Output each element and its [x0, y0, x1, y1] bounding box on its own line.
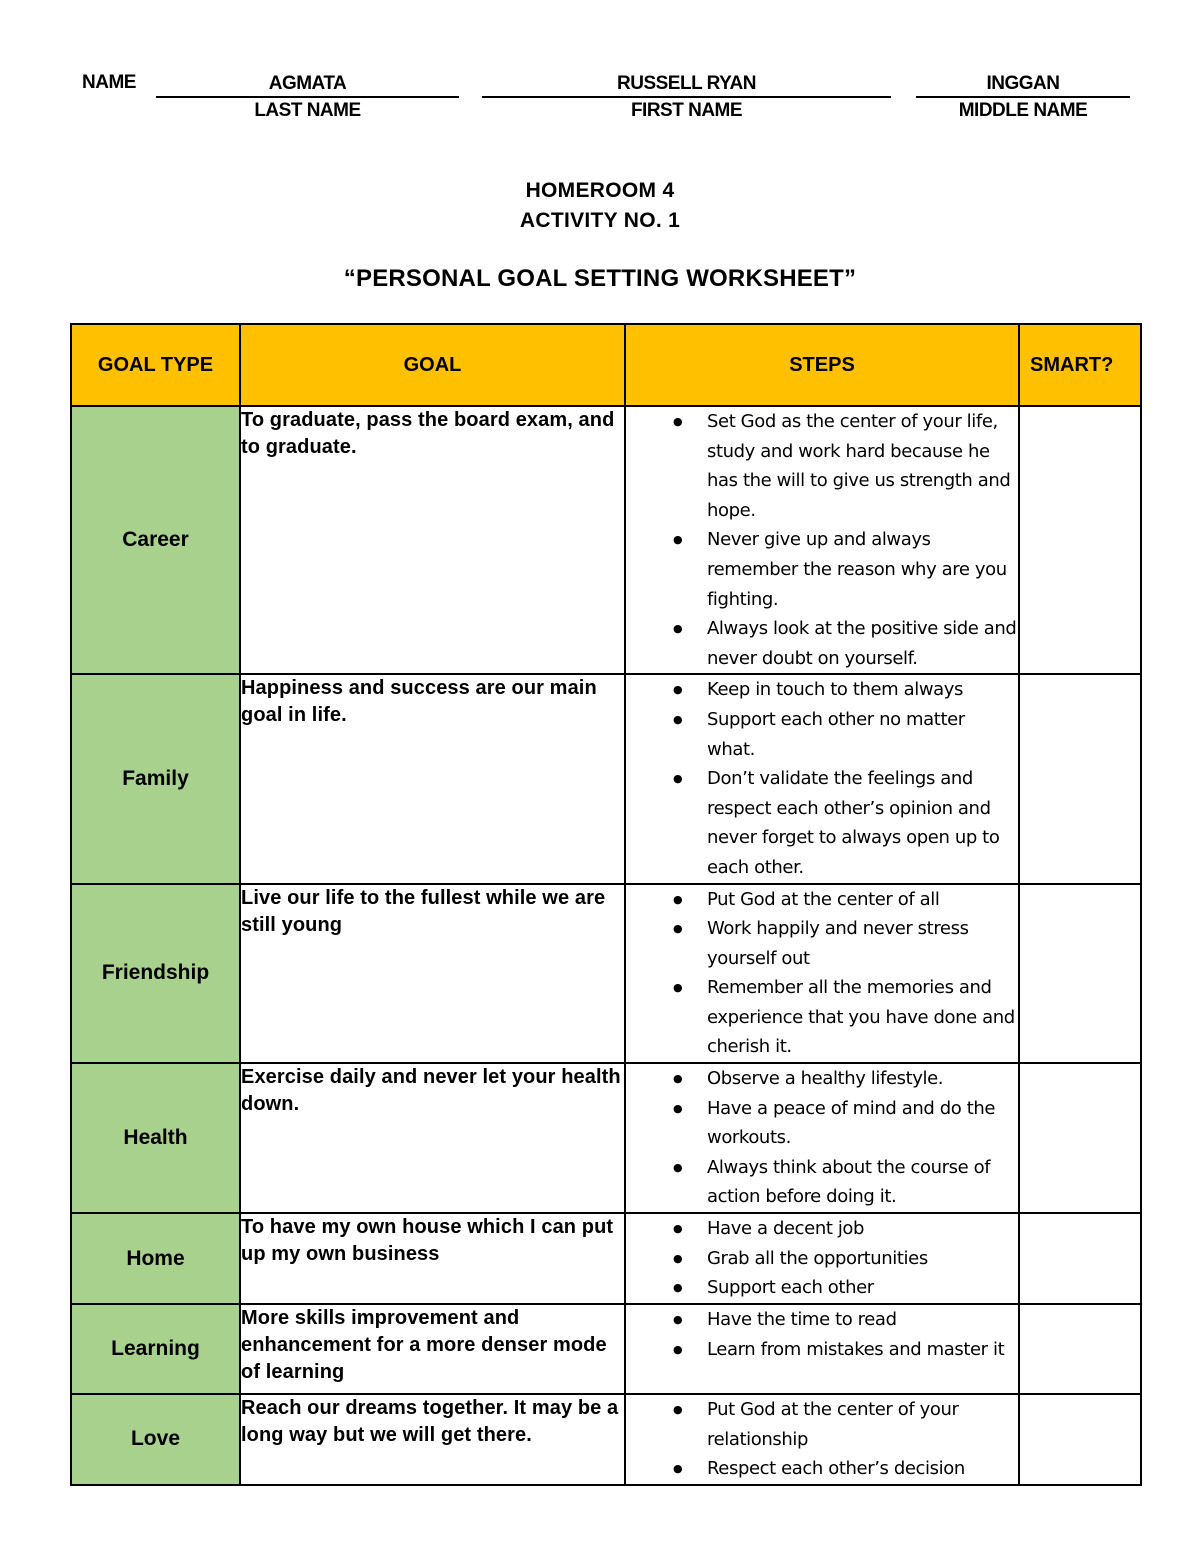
middle-name-field	[916, 72, 1130, 123]
steps-cell	[625, 1394, 1019, 1485]
headings	[0, 176, 1200, 294]
goal-type-cell: Learning	[71, 1304, 240, 1394]
goal-type-cell: Career	[71, 406, 240, 674]
step-item: ● Work happily and never stress yourself out	[626, 914, 1018, 973]
activity-title: ACTIVITY NO. 1	[519, 209, 681, 232]
table-row	[71, 1304, 1141, 1394]
step-item: ● Remember all the memories and experience that you have done and cherish it.	[626, 973, 1018, 1062]
table-row	[71, 1394, 1141, 1485]
step-item: ● Set God as the center of your life, study and work hard because he has the will to give us strength and hope.	[626, 407, 1018, 525]
step-item: ● Support each other	[626, 1273, 1018, 1303]
steps-cell	[625, 406, 1019, 674]
goal-cell: To have my own house which I can put up my own business	[240, 1213, 625, 1304]
smart-cell	[1019, 1394, 1141, 1485]
step-item: ● Grab all the opportunities	[626, 1244, 1018, 1274]
goal-cell: Happiness and success are our main goal in life.	[240, 674, 625, 883]
steps-cell	[625, 1304, 1019, 1394]
table-row	[71, 884, 1141, 1064]
step-item: ● Don’t validate the feelings and respect each other’s opinion and never forget to always open up to each other.	[626, 764, 1018, 882]
goal-type-cell: Family	[71, 674, 240, 883]
step-item: ● Have a decent job	[626, 1214, 1018, 1244]
goal-cell: Live our life to the fullest while we are still young	[240, 884, 625, 1064]
first-name-field	[482, 72, 891, 123]
name-row	[0, 72, 1200, 132]
first-name-value: RUSSELL RYAN	[482, 72, 891, 98]
goal-type-cell: Friendship	[71, 884, 240, 1064]
table-row	[71, 406, 1141, 674]
step-list	[626, 1395, 1018, 1484]
goal-cell: Reach our dreams together. It may be a long way but we will get there.	[240, 1394, 625, 1485]
last-name-field	[156, 72, 459, 123]
step-item: ● Always think about the course of action before doing it.	[626, 1153, 1018, 1212]
table-header-row	[71, 324, 1141, 406]
smart-cell	[1019, 1304, 1141, 1394]
goal-cell: To graduate, pass the board exam, and to graduate.	[240, 406, 625, 674]
step-item: ● Respect each other’s decision	[626, 1454, 1018, 1484]
smart-cell	[1019, 1063, 1141, 1213]
step-item: ● Never give up and always remember the reason why are you fighting.	[626, 525, 1018, 614]
goal-type-cell: Home	[71, 1213, 240, 1304]
column-header-steps: STEPS	[625, 324, 1019, 406]
smart-cell	[1019, 406, 1141, 674]
steps-cell	[625, 884, 1019, 1064]
steps-cell	[625, 674, 1019, 883]
goal-type-cell: Health	[71, 1063, 240, 1213]
steps-cell	[625, 1063, 1019, 1213]
goal-cell: Exercise daily and never let your health down.	[240, 1063, 625, 1213]
worksheet-title: “PERSONAL GOAL SETTING WORKSHEET”	[343, 265, 857, 292]
homeroom-title: HOMEROOM 4	[525, 179, 675, 202]
step-item: ● Support each other no matter what.	[626, 705, 1018, 764]
last-name-caption: LAST NAME	[254, 100, 361, 121]
steps-cell	[625, 1213, 1019, 1304]
column-header-goal: GOAL	[240, 324, 625, 406]
last-name-value: AGMATA	[156, 72, 459, 98]
step-list	[626, 675, 1018, 882]
table-row	[71, 674, 1141, 883]
step-list	[626, 885, 1018, 1063]
smart-cell	[1019, 884, 1141, 1064]
name-label: NAME	[82, 72, 136, 93]
first-name-caption: FIRST NAME	[630, 100, 743, 121]
step-item: ● Have a peace of mind and do the workouts.	[626, 1094, 1018, 1153]
middle-name-value: INGGAN	[916, 72, 1130, 98]
table-row	[71, 1213, 1141, 1304]
table-row	[71, 1063, 1141, 1213]
step-list	[626, 1064, 1018, 1212]
step-list	[626, 1214, 1018, 1303]
step-item: ● Put God at the center of your relationship	[626, 1395, 1018, 1454]
smart-cell	[1019, 1213, 1141, 1304]
step-list	[626, 407, 1018, 673]
column-header-smart: SMART?	[1019, 324, 1141, 406]
step-item: ● Have the time to read	[626, 1305, 1018, 1335]
step-item: ● Put God at the center of all	[626, 885, 1018, 915]
step-list	[626, 1305, 1018, 1364]
middle-name-caption: MIDDLE NAME	[958, 100, 1088, 121]
step-item: ● Observe a healthy lifestyle.	[626, 1064, 1018, 1094]
step-item: ● Learn from mistakes and master it	[626, 1335, 1018, 1365]
step-item: ● Keep in touch to them always	[626, 675, 1018, 705]
step-item: ● Always look at the positive side and never doubt on yourself.	[626, 614, 1018, 673]
goal-table	[70, 323, 1142, 1486]
goal-cell: More skills improvement and enhancement for a more denser mode of learning	[240, 1304, 625, 1394]
goal-type-cell: Love	[71, 1394, 240, 1485]
column-header-goal-type: GOAL TYPE	[71, 324, 240, 406]
smart-cell	[1019, 674, 1141, 883]
